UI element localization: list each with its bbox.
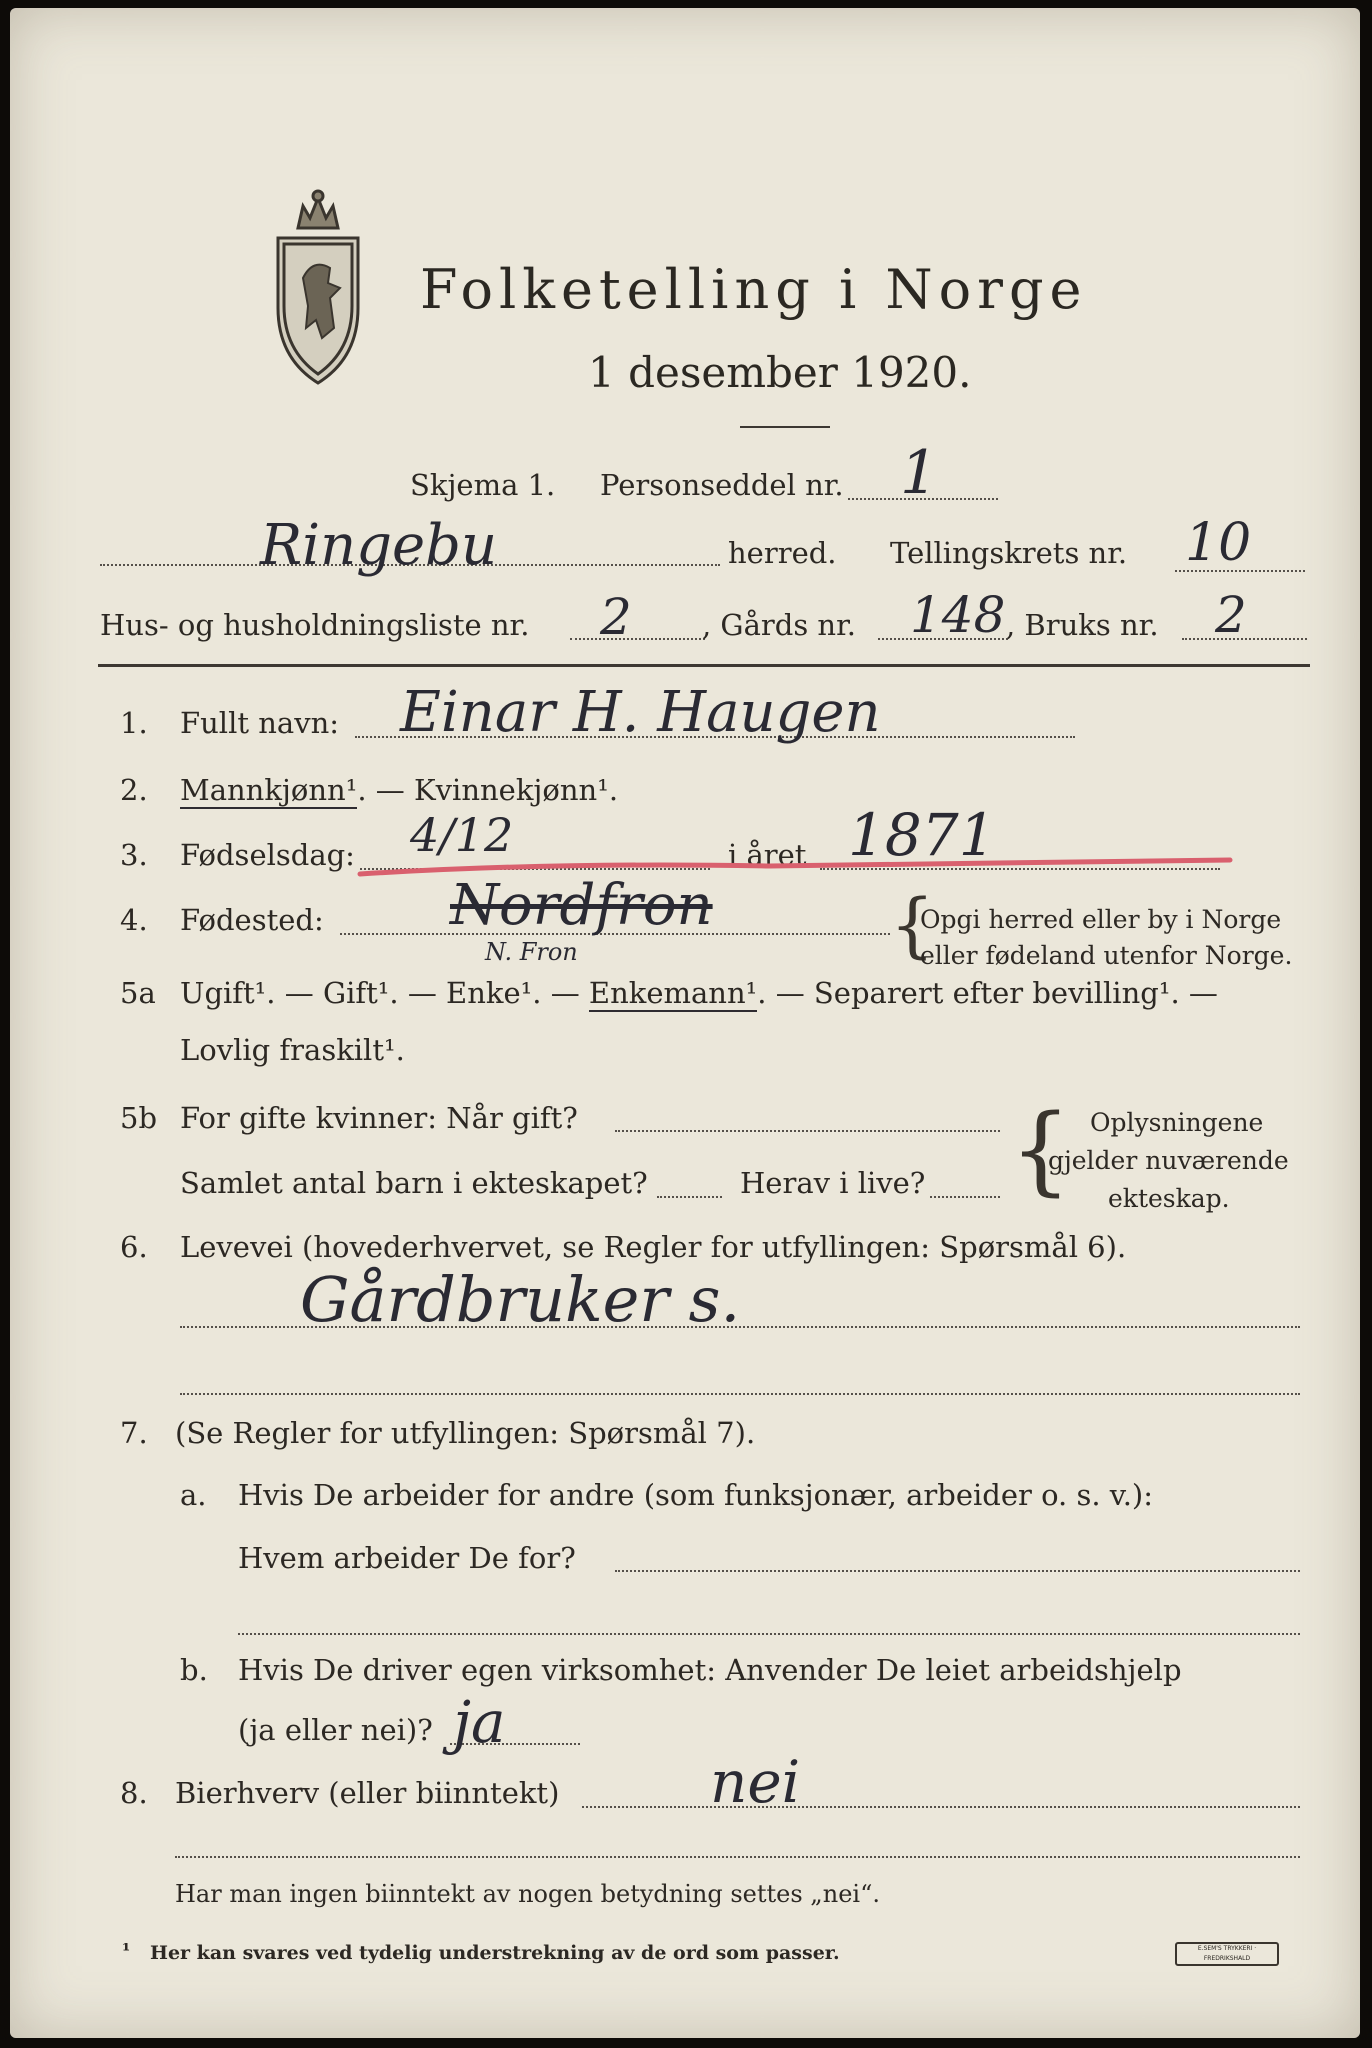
marital-options-2[interactable]: . — Separert efter bevilling¹. —	[757, 976, 1218, 1010]
q7a-line2: Hvem arbeider De for?	[238, 1541, 576, 1575]
occupation-value[interactable]: Gårdbruker s.	[300, 1263, 741, 1336]
schema-label: Skjema 1.	[410, 468, 556, 502]
tellingskrets-label: Tellingskrets nr.	[890, 536, 1128, 570]
q6-label: Levevei (hovederhvervet, se Regler for utfyllingen: Spørsmål 6).	[180, 1230, 1127, 1264]
birthplace-correction: N. Fron	[485, 938, 578, 966]
husliste-label: Hus- og husholdningsliste nr.	[100, 608, 530, 642]
full-name-value[interactable]: Einar H. Haugen	[400, 680, 881, 745]
q5a-number: 5a	[120, 976, 156, 1010]
q7a-line1: Hvis De arbeider for andre (som funksjonær, arbeider o. s. v.):	[238, 1478, 1154, 1512]
male-option[interactable]: Mannkjønn¹	[180, 773, 358, 807]
header-separator	[98, 664, 1310, 667]
marriage-note-line2: gjelder nuværende	[1048, 1146, 1289, 1175]
bruks-label: , Bruks nr.	[1006, 608, 1159, 642]
q7b-line1: Hvis De driver egen virksomhet: Anvender De leiet arbeidshjelp	[238, 1653, 1182, 1687]
enkemann-option[interactable]: Enkemann¹	[588, 976, 758, 1010]
q6-number: 6.	[120, 1230, 148, 1264]
q3-label: Fødselsdag:	[180, 838, 355, 872]
q8-label: Bierhverv (eller biinntekt)	[175, 1776, 560, 1810]
census-form-sheet	[10, 8, 1360, 2038]
hired-help-value[interactable]: ja	[453, 1688, 506, 1756]
birthday-value[interactable]: 4/12	[410, 808, 514, 862]
q1-number: 1.	[120, 706, 148, 740]
q3-number: 3.	[120, 838, 148, 872]
form-title: Folketelling i Norge	[420, 258, 1088, 321]
personseddel-value[interactable]: 1	[900, 438, 939, 508]
side-income-extra-line[interactable]	[175, 1856, 1300, 1858]
title-divider	[740, 426, 830, 428]
q3-year-label: i året	[728, 838, 807, 872]
gards-value[interactable]: 148	[910, 586, 1006, 644]
footnote: Her kan svares ved tydelig understrekning av de ord som passer.	[150, 1942, 840, 1964]
marriage-note-line3: ekteskap.	[1108, 1184, 1230, 1213]
q7a-letter: a.	[180, 1478, 207, 1512]
birthplace-note-brace: {	[890, 884, 935, 966]
q1-label: Fullt navn:	[180, 706, 340, 740]
herred-label: herred.	[728, 536, 837, 570]
married-when-field[interactable]	[615, 1130, 1000, 1132]
q5b-children-label: Samlet antal barn i ekteskapet?	[180, 1166, 648, 1200]
q4-number: 4.	[120, 903, 148, 937]
q4-label: Fødested:	[180, 903, 324, 937]
birthplace-value[interactable]: Nordfron	[450, 873, 713, 938]
gards-label: , Gårds nr.	[702, 608, 856, 642]
footnote-mark: ¹	[122, 1940, 131, 1962]
herred-value[interactable]: Ringebu	[260, 513, 498, 578]
employer-field-2[interactable]	[238, 1633, 1300, 1635]
q5b-line1: For gifte kvinner: Når gift?	[180, 1101, 578, 1135]
marital-options-1[interactable]: Ugift¹. — Gift¹. — Enke¹. —	[180, 976, 580, 1010]
q2-sex-options	[180, 773, 618, 807]
birthplace-note-line1: Opgi herred eller by i Norge	[920, 905, 1282, 934]
norway-coat-of-arms-icon	[258, 188, 378, 388]
personseddel-label: Personseddel nr.	[600, 468, 844, 502]
q5b-living-label: Herav i live?	[740, 1166, 926, 1200]
q5a-marital-options	[180, 976, 1218, 1010]
tellingskrets-value[interactable]: 10	[1185, 513, 1252, 573]
marriage-note-brace: {	[1010, 1094, 1072, 1206]
birthplace-note-line2: eller fødeland utenfor Norge.	[920, 941, 1293, 970]
q7b-line2: (ja eller nei)?	[238, 1713, 433, 1747]
birth-year-value[interactable]: 1871	[848, 801, 996, 869]
q7b-letter: b.	[180, 1653, 208, 1687]
bruks-value[interactable]: 2	[1215, 586, 1247, 644]
children-count-field[interactable]	[657, 1196, 722, 1198]
marriage-note-line1: Oplysningene	[1090, 1108, 1264, 1137]
divorced-option[interactable]: Lovlig fraskilt¹.	[180, 1033, 405, 1067]
children-living-field[interactable]	[930, 1196, 1000, 1198]
q7-label: (Se Regler for utfyllingen: Spørsmål 7).	[175, 1416, 756, 1450]
q2-number: 2.	[120, 773, 148, 807]
husliste-value[interactable]: 2	[600, 588, 632, 646]
q5b-number: 5b	[120, 1101, 158, 1135]
q8-number: 8.	[120, 1776, 148, 1810]
printer-stamp: E.SEM'S TRYKKERI · FREDRIKSHALD	[1175, 1942, 1279, 1966]
census-date: 1 desember 1920.	[588, 348, 972, 397]
employer-field[interactable]	[615, 1570, 1300, 1572]
occupation-extra-line[interactable]	[180, 1393, 1300, 1395]
footer-note: Har man ingen biinntekt av nogen betydning settes „nei“.	[175, 1880, 880, 1908]
female-option[interactable]: . — Kvinnekjønn¹.	[357, 773, 619, 807]
side-income-value[interactable]: nei	[710, 1748, 801, 1816]
q7-number: 7.	[120, 1416, 148, 1450]
